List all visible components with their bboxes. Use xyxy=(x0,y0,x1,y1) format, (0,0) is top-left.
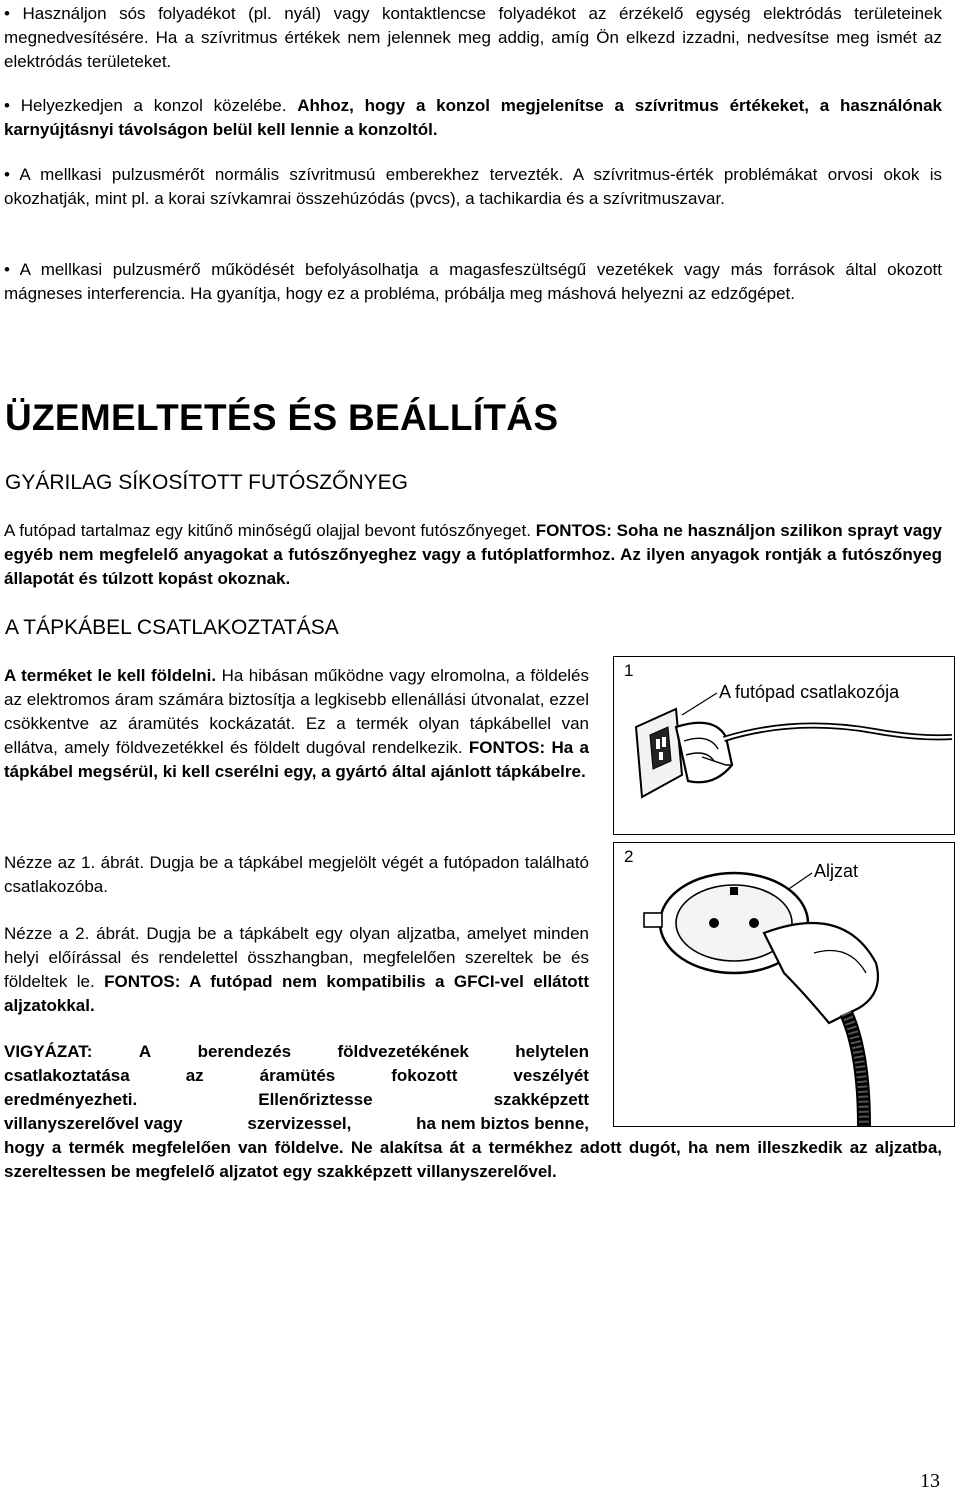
warning-word: szakképzett xyxy=(493,1090,589,1109)
figure-2-number: 2 xyxy=(624,847,634,866)
warning-line-1 xyxy=(4,1040,589,1064)
section-power-cord-heading: A TÁPKÁBEL CSATLAKOZTATÁSA xyxy=(5,616,339,639)
warning-line-4 xyxy=(4,1112,589,1136)
warning-word: eredményezheti. xyxy=(4,1090,138,1109)
warning-word: csatlakoztatása xyxy=(4,1066,130,1085)
grounding-paragraph xyxy=(4,664,589,784)
warning-line-2 xyxy=(4,1064,589,1088)
warning-line-3 xyxy=(4,1088,589,1112)
warning-continuation: hogy a termék megfelelően van földelve. Ne alakítsa át a termékhez adott dugót, ha nem illeszkedik az aljzatba, szereltessen be megfelelő aljzatot egy szakképzett villanyszerelővel. xyxy=(4,1138,942,1181)
warning-word: fokozott xyxy=(391,1066,458,1085)
warning-word: ha nem biztos benne, xyxy=(416,1114,589,1133)
figure-1-label: A futópad csatlakozója xyxy=(719,682,900,702)
figure2-instruction-text: Nézze a 2. ábrát. Dugja be a tápkábelt egy olyan aljzatba, amelyet minden helyi előírással és rendelettel összhangban, megfelelően szereltek be és földeltek le. xyxy=(4,924,589,991)
grounding-required: A terméket le kell földelni. xyxy=(4,666,217,685)
main-heading: ÜZEMELTETÉS ÉS BEÁLLÍTÁS xyxy=(5,397,559,438)
bullet-chest-strap-normal: • A mellkasi pulzusmérőt normális szívritmusú emberekhez tervezték. A szívritmus-érték problémákat orvosi okok is okozhatják, mint pl. a korai szívkamrai összehúzódás (pvcs), a tachikardia és a szívritmuszavar. xyxy=(4,165,942,208)
section-lubricated-belt-text xyxy=(4,519,942,591)
figure-2-label: Aljzat xyxy=(814,861,859,881)
bullet-interference: • A mellkasi pulzusmérő működését befolyásolhatja a magasfeszültségű vezetékek vagy más források által okozott mágneses interferencia. Ha gyanítja, hogy ez a probléma, próbálja meg máshová helyezni az edzőgépet. xyxy=(4,260,942,303)
lubricated-belt-text: A futópad tartalmaz egy kitűnő minőségű olajjal bevont futószőnyeget. xyxy=(4,521,536,540)
warning-word: veszélyét xyxy=(513,1066,589,1085)
bullet-electrode-moisture: • Használjon sós folyadékot (pl. nyál) vagy kontaktlencse folyadékot az érzékelő egység elektródás területeinek megnedvesítésére. Ha a szívritmus értékek nem jelennek meg addig, amíg Ön elkezd izzadni, nedvesítse meg ismét az elektródás területeket. xyxy=(4,4,942,71)
warning-word: VIGYÁZAT: xyxy=(4,1042,93,1061)
gfci-warning: FONTOS: A futópad nem kompatibilis a GFCI-vel ellátott aljzatokkal. xyxy=(4,972,589,1015)
warning-word: Ellenőriztesse xyxy=(258,1090,373,1109)
warning-word: áramütés xyxy=(259,1066,336,1085)
bullet-console-distance xyxy=(4,94,942,142)
bullet-console-distance-bold: Ahhoz, hogy a konzol megjelenítse a szívritmus értékeket, a használónak karnyújtásnyi távolságon belül kell lennie a konzoltól. xyxy=(4,96,942,139)
warning-word: berendezés xyxy=(197,1042,292,1061)
figure2-instruction xyxy=(4,922,589,1018)
bullet-console-distance-text: • Helyezkedjen a konzol közelébe. xyxy=(4,96,298,115)
warning-word: A xyxy=(138,1042,152,1061)
grounding-warning: FONTOS: Ha a tápkábel megsérül, ki kell cserélni egy, a gyártó által ajánlott tápkábelre. xyxy=(4,738,589,781)
figure-1 xyxy=(613,656,955,835)
warning-word: villanyszerelővel vagy xyxy=(4,1114,183,1133)
lubricated-belt-warning: FONTOS: Soha ne használjon szilikon sprayt vagy egyéb nem megfelelő anyagokat a futószőnyeghez vagy a futóplatformhoz. Az ilyen anyagok rontják a futószőnyeg állapotát és túlzott kopást okoznak. xyxy=(4,521,942,588)
treadmill-socket-illustration xyxy=(614,657,954,834)
page-number: 13 xyxy=(920,1470,940,1492)
grounding-explanation: Ha hibásan működne vagy elromolna, a földelés az elektromos áram számára biztosítja a legkisebb ellenállási útvonalat, ezzel csökkentve az áramütés kockázatát. Ez a termék olyan tápkábellel van ellátva, amely földvezetékkel és földelt dugóval rendelkezik. xyxy=(4,666,590,757)
warning-word: szervizessel, xyxy=(247,1114,352,1133)
figure-1-number: 1 xyxy=(624,661,634,680)
figure1-instruction: Nézze az 1. ábrát. Dugja be a tápkábel megjelölt végét a futópadon található csatlakozóba. xyxy=(4,853,589,896)
warning-word: helytelen xyxy=(515,1042,589,1061)
warning-word: földvezetékének xyxy=(337,1042,469,1061)
wall-outlet-illustration xyxy=(614,843,954,1126)
warning-word: az xyxy=(185,1066,204,1085)
section-lubricated-belt-heading: GYÁRILAG SÍKOSÍTOTT FUTÓSZŐNYEG xyxy=(5,471,408,494)
figure-2 xyxy=(613,842,955,1127)
